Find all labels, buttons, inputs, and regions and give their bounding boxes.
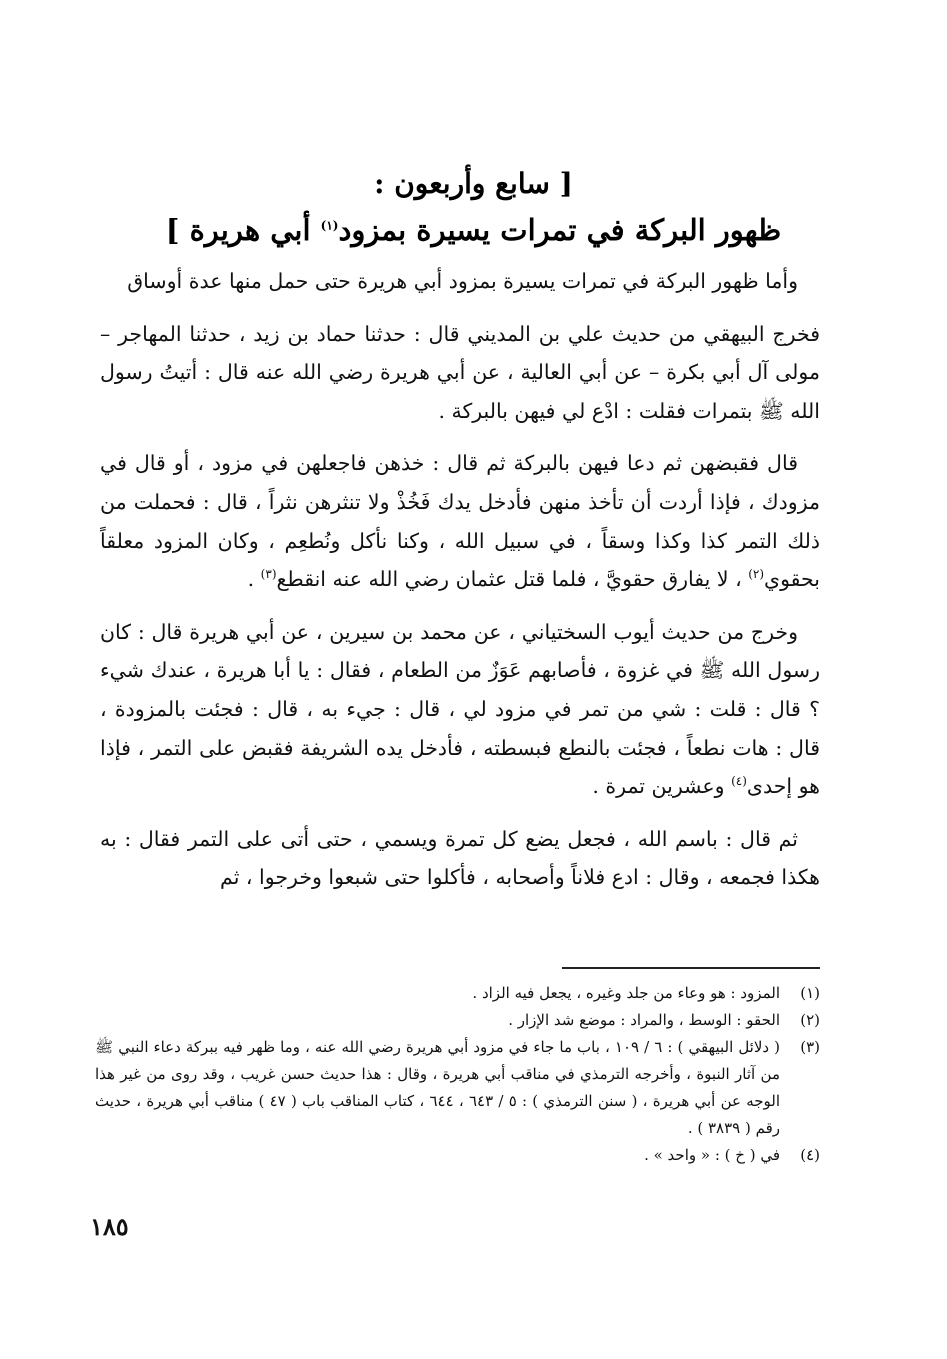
- footnote-text: الحقو : الوسط ، والمراد : موضع شد الإزار .: [508, 1011, 780, 1029]
- footnote-number: (٢): [800, 1011, 820, 1029]
- page-number: ١٨٥: [90, 1212, 129, 1241]
- paragraph-bayhaqi: فخرج البيهقي من حديث علي بن المديني قال : حدثنا حماد بن زيد ، حدثنا المهاجر – مولى آل أبي بكرة – عن أبي العالية ، عن أبي هريرة رضي الله عنه قال : أتيتُ رسول الله ﷺ بتمرات فقلت : ادْع لي فيهن بالبركة .: [100, 321, 820, 423]
- paragraph-text: قال فقبضهن ثم دعا فيهن بالبركة ثم قال : خذهن فاجعلهن في مزود ، أو قال في مزودك ، فإذا أردت أن تأخذ منهن فأدخل يدك فَخُذْ ولا تنثرهن نثراً ، قال : فحملت من ذلك التمر كذا وكذا وسقاً ، في سبيل الله ، وكنا نأكل ونُطعِم ، وكان المزود معلقاً بحقوي: [100, 451, 820, 592]
- paragraph-bismillah: ثم قال : باسم الله ، فجعل يضع كل تمرة ويسمي ، حتى أتى على التمر فقال : به هكذا فجمعه ، وقال : ادع فلاناً وأصحابه ، فأكلوا حتى شبعوا وخرجوا ، ثم: [100, 826, 820, 890]
- footnote-text: في ( خ ) : « واحد » .: [644, 1146, 780, 1164]
- subtitle-text: ظهور البركة في تمرات يسيرة بمزود: [338, 213, 782, 247]
- footnote-ref-2[interactable]: (٢): [748, 567, 765, 582]
- paragraph-blessing: [100, 444, 820, 598]
- section-heading: [0, 164, 947, 204]
- section-subtitle: [0, 208, 947, 252]
- footnote-item: [95, 980, 820, 1007]
- section-number-title: [ سابع وأربعون :: [374, 167, 573, 200]
- footnote-item: [95, 1142, 820, 1169]
- footnote-number: (٣): [800, 1038, 820, 1056]
- footnotes-list: [95, 980, 820, 1169]
- footnote-ref-4[interactable]: (٤): [731, 774, 747, 789]
- paragraph-intro: وأما ظهور البركة في تمرات يسيرة بمزود أبي هريرة حتى حمل منها عدة أوساق: [127, 269, 798, 293]
- footnote-ref-1[interactable]: (١): [320, 218, 339, 233]
- footnote-number: (١): [800, 984, 820, 1002]
- paragraph-ayyub: [100, 613, 820, 806]
- subtitle-text-end: أبي هريرة ]: [165, 213, 321, 247]
- footnote-item: [95, 1007, 820, 1034]
- footnote-number: (٤): [800, 1146, 820, 1164]
- footnote-text: المزود : هو وعاء من جلد وغيره ، يجعل فيه الزاد .: [472, 984, 780, 1002]
- footnote-text: ( دلائل البيهقي ) : ٦ / ١٠٩ ، باب ما جاء في مزود أبي هريرة رضي الله عنه ، وما ظهر فيه ببركة دعاء النبي ﷺ من آثار النبوة ، وأخرجه الترمذي في مناقب أبي هريرة ، وقال : هذا حديث حسن غريب ، وقد روى من غير هذا الوجه عن أبي هريرة ، ( سنن الترمذي ) : ٥ / ٦٤٣ ، ٦٤٤ ، كتاب المناقب باب ( ٤٧ ) مناقب أبي هريرة ، حديث رقم ( ٣٨٣٩ ) .: [95, 1038, 781, 1137]
- footnote-item: [95, 1034, 820, 1142]
- paragraph-text: ، لا يفارق حقويَّ ، فلما قتل عثمان رضي الله عنه انقطع: [276, 567, 749, 592]
- footnote-ref-3[interactable]: (٣): [260, 567, 277, 582]
- paragraph-text: .: [247, 567, 261, 592]
- paragraph-text: وخرج من حديث أيوب السختياني ، عن محمد بن سيرين ، عن أبي هريرة قال : كان رسول الله ﷺ في غزوة ، فأصابهم عَوَزٌ من الطعام ، فقال : يا أبا هريرة ، عندك شيء ؟ قال : قلت : شي من تمر في مزود لي ، قال : جيء به ، قال : فجئت بالمزودة ، قال : هات نطعاً ، فجئت بالنطع فبسطته ، فأدخل يده الشريفة فقبض على التمر ، فإذا هو إحدى: [100, 619, 820, 799]
- main-text: [100, 262, 820, 911]
- paragraph-text: وعشرين تمرة .: [592, 774, 732, 799]
- footnote-divider: [562, 967, 820, 969]
